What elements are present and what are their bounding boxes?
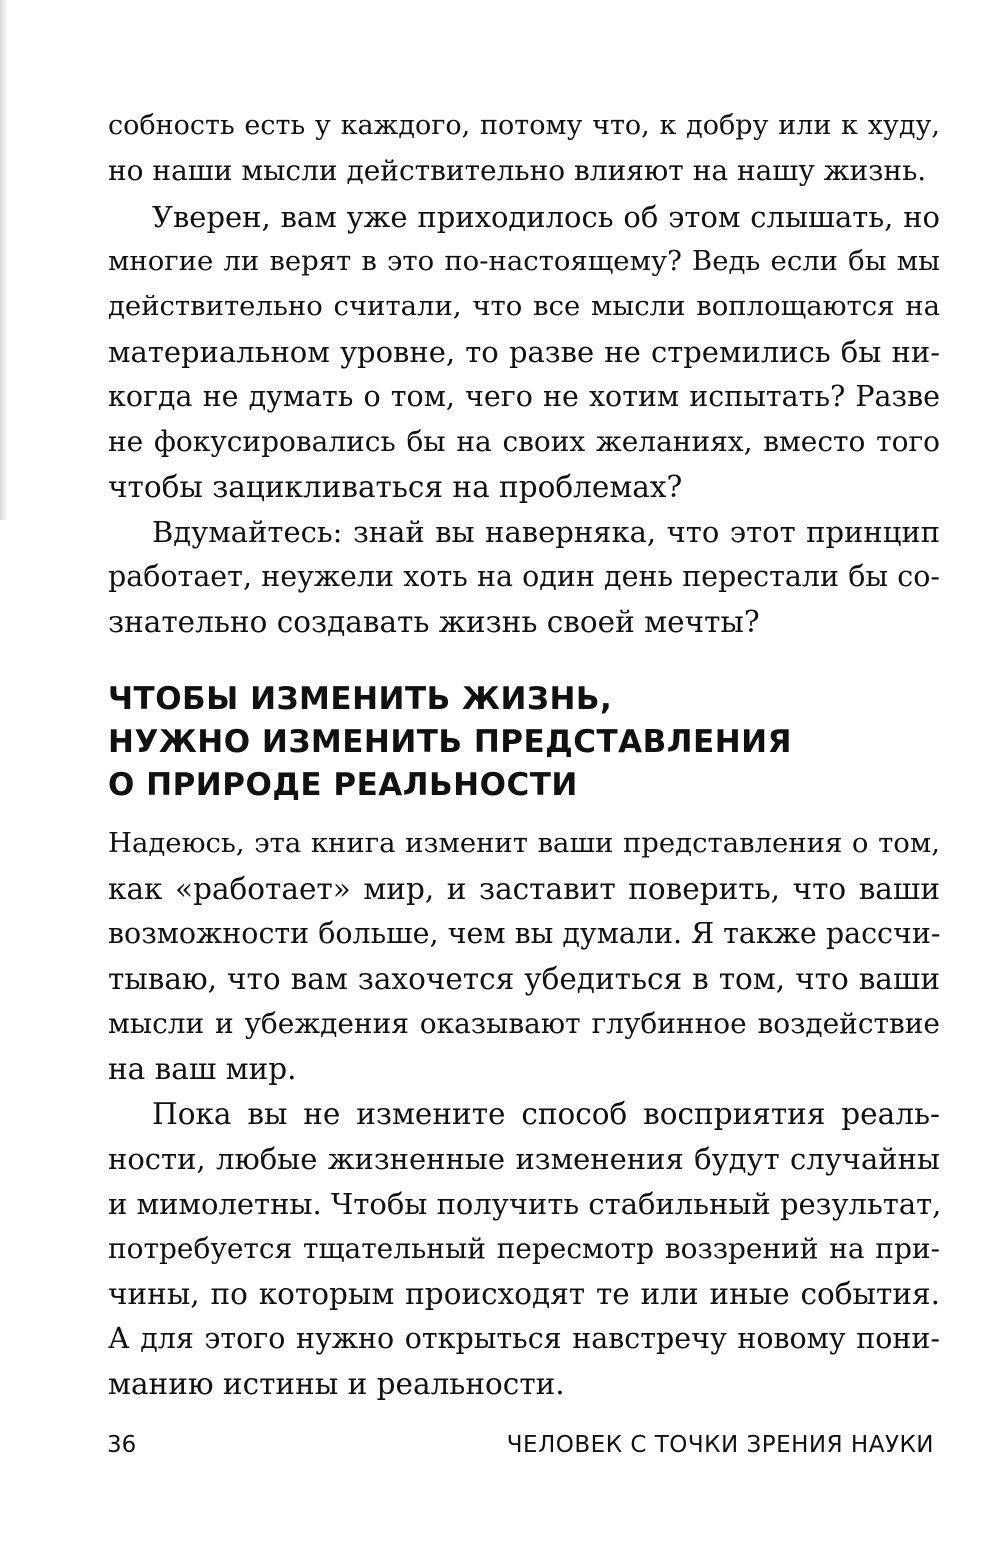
text-line: тываю, что вам захочется убедиться в том, что ваши <box>108 962 940 996</box>
text-line: собность есть у каждого, потому что, к добру или к худу, <box>108 110 940 141</box>
text-line: чины, по которым происходят те или иные события. <box>108 1277 940 1311</box>
page-number: 36 <box>107 1432 137 1458</box>
text-line: когда не думать о том, чего не хотим испытать? Разве <box>108 380 940 413</box>
text-line: А для этого нужно открыться навстречу новому пони- <box>108 1322 940 1355</box>
text-line: Вдумайтесь: знай вы наверняка, что этот принцип <box>152 515 940 549</box>
text-line: манию истины и реальности. <box>108 1367 565 1401</box>
text-line: ности, любые жизненные изменения будут случайны <box>108 1142 940 1176</box>
section-heading-line: ЧТОБЫ ИЗМЕНИТЬ ЖИЗНЬ, <box>108 681 613 717</box>
text-line: действительно считали, что все мысли воплощаются на <box>108 290 940 322</box>
text-line: мысли и убеждения оказывают глубинное воздействие <box>108 1007 940 1040</box>
text-line: Надеюсь, эта книга изменит ваши представления о том, <box>108 827 940 859</box>
text-line: как «работает» мир, и заставит поверить, что ваши <box>108 872 940 906</box>
text-line: многие ли верят в это по-настоящему? Ведь если бы мы <box>108 245 940 277</box>
text-line: Уверен, вам уже приходилось об этом слышать, но <box>152 200 940 234</box>
text-line: но наши мысли действительно влияют на нашу жизнь. <box>108 154 927 187</box>
text-line: возможности больше, чем вы думали. Я также рассчи- <box>108 917 941 950</box>
text-line: чтобы зацикливаться на проблемах? <box>108 470 683 504</box>
section-heading-line: НУЖНО ИЗМЕНИТЬ ПРЕДСТАВЛЕНИЯ <box>108 724 792 760</box>
text-line: работает, неужели хоть на один день перестали бы со- <box>108 560 940 593</box>
page-edge-shadow <box>0 0 8 520</box>
text-line: и мимолетны. Чтобы получить стабильный результат, <box>108 1187 942 1221</box>
section-heading-line: О ПРИРОДЕ РЕАЛЬНОСТИ <box>108 767 578 803</box>
text-line: потребуется тщательный пересмотр воззрений на при- <box>108 1232 940 1265</box>
text-line: не фокусировались бы на своих желаниях, вместо того <box>108 425 940 458</box>
text-line: материальном уровне, то разве не стремились бы ни- <box>108 335 940 369</box>
running-title: ЧЕЛОВЕК С ТОЧКИ ЗРЕНИЯ НАУКИ <box>506 1432 934 1458</box>
text-line: на ваш мир. <box>108 1052 297 1086</box>
text-line: знательно создавать жизнь своей мечты? <box>108 605 760 639</box>
text-line: Пока вы не измените способ восприятия реаль- <box>152 1097 940 1131</box>
